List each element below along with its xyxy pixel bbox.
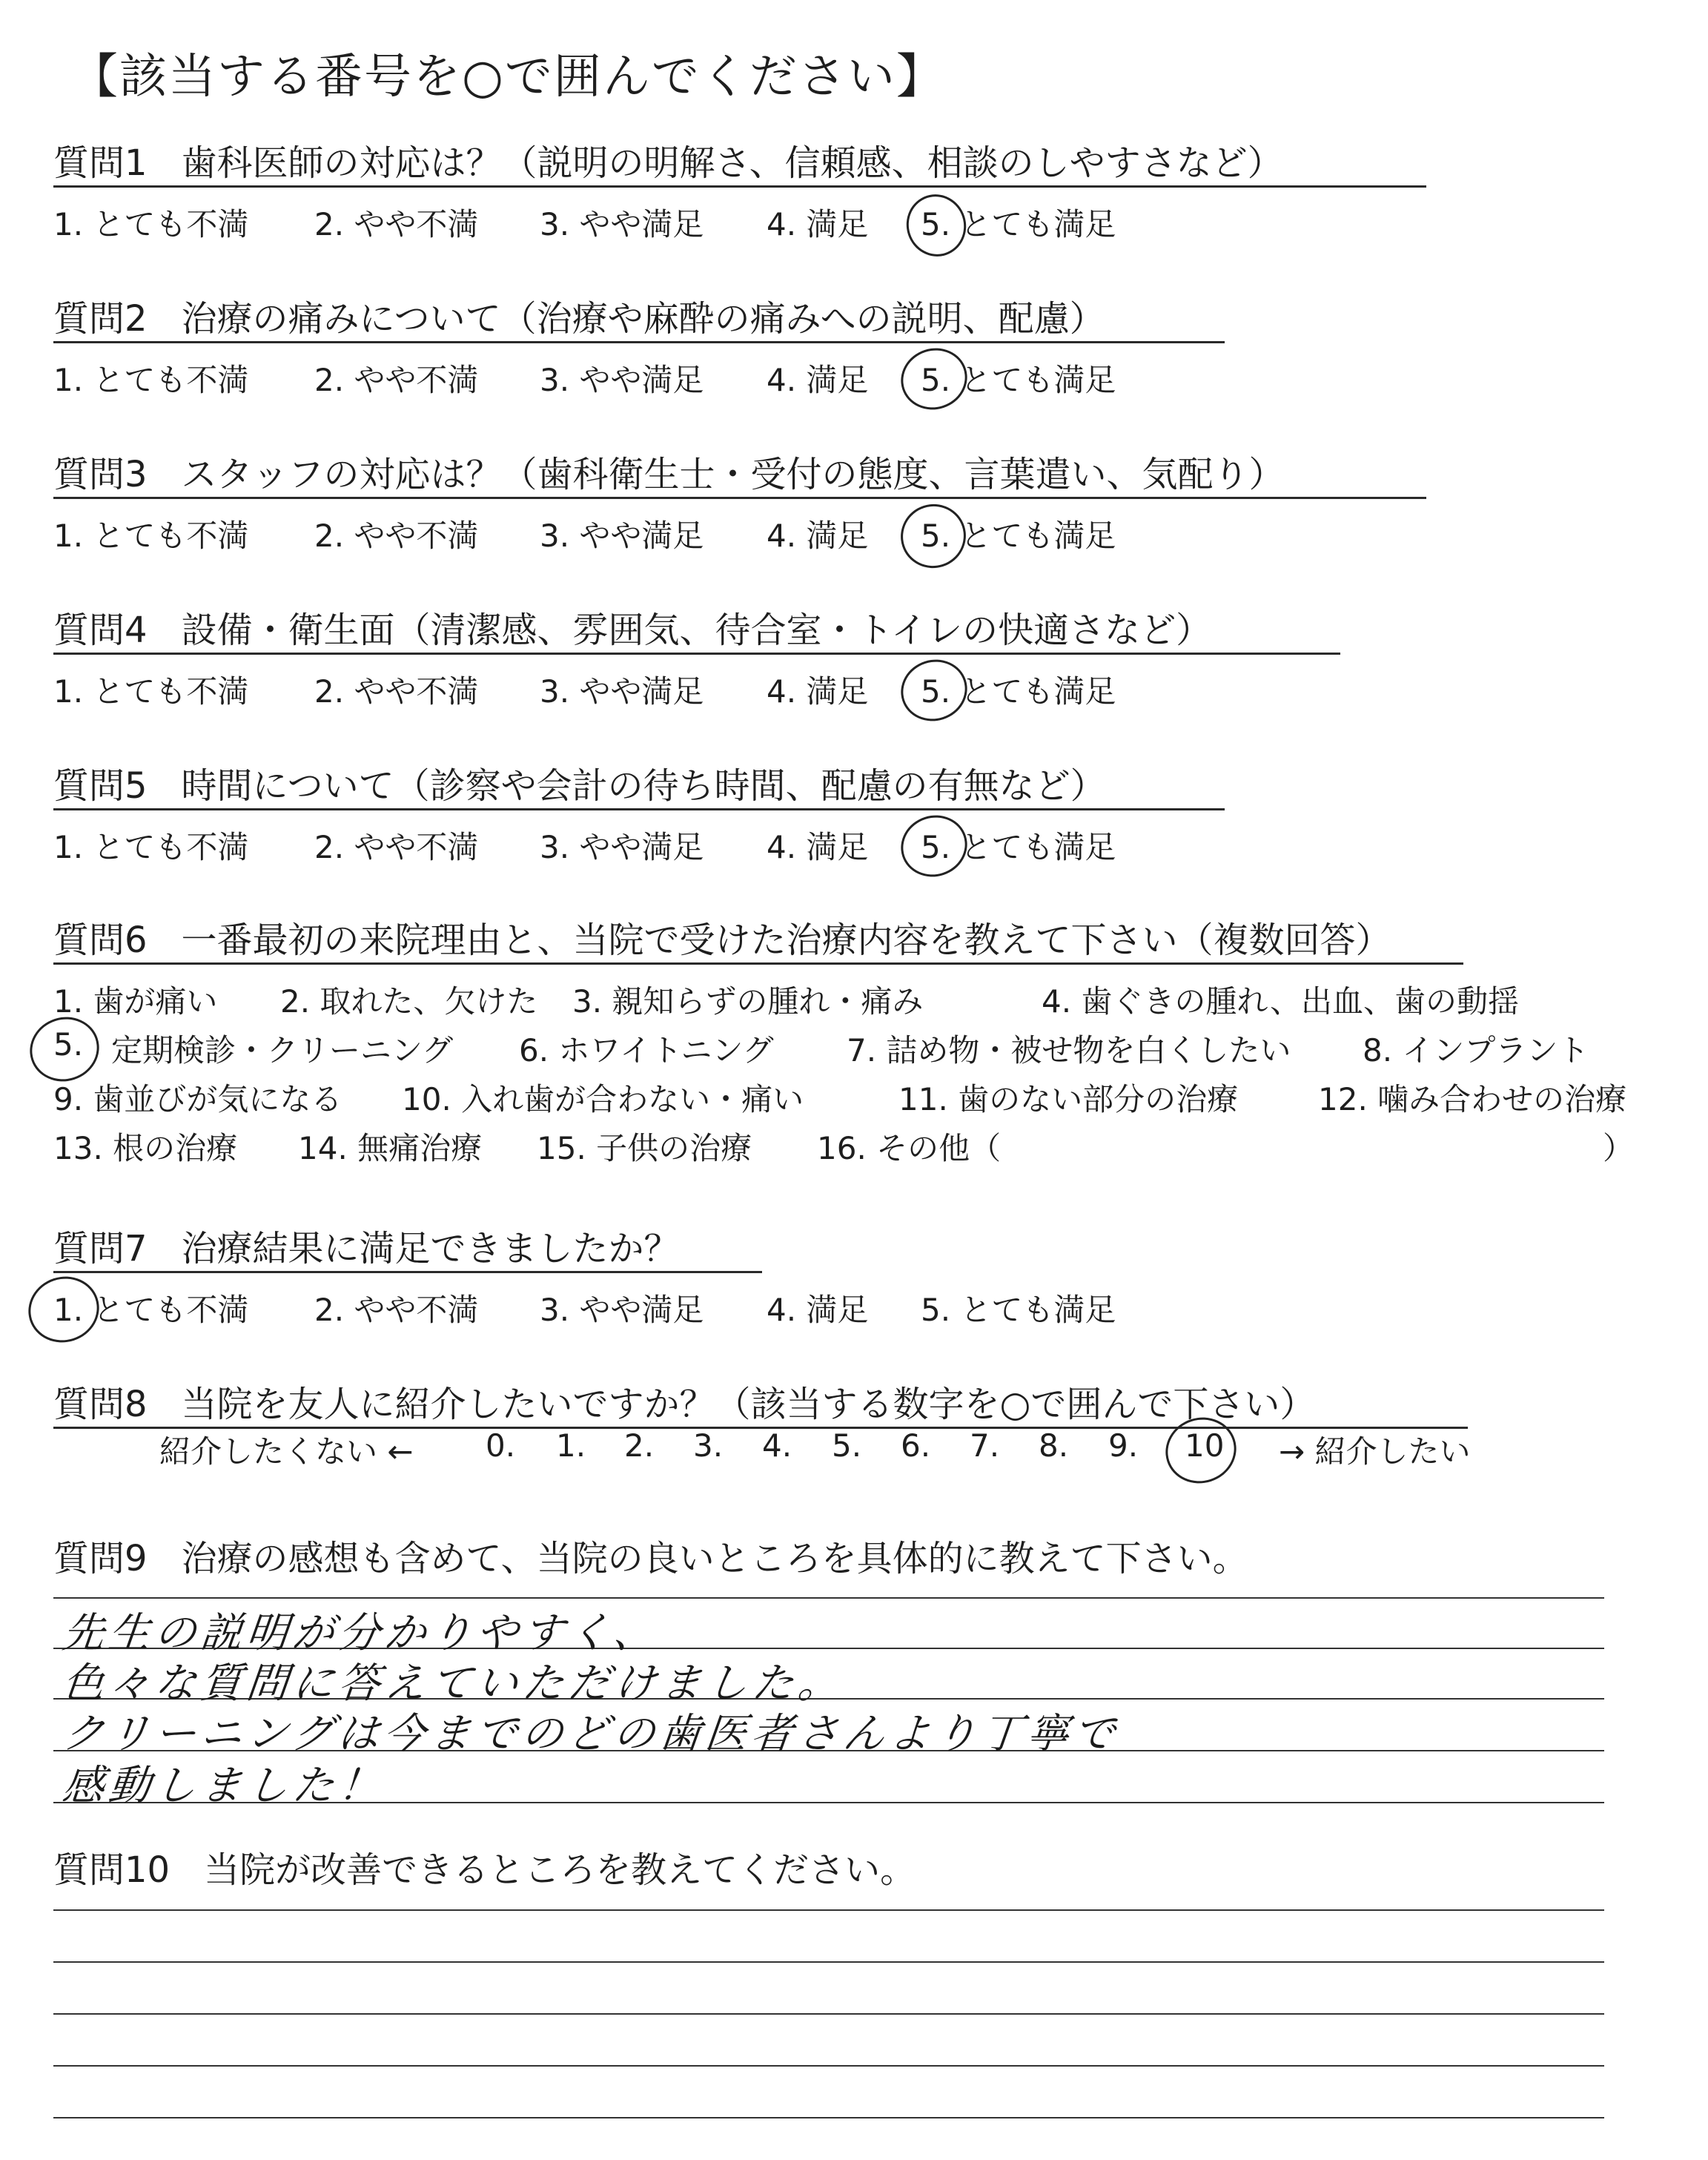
option-3[interactable]: 3. やや満足 — [540, 362, 704, 398]
option-3[interactable]: 3. やや満足 — [540, 206, 704, 242]
option-9[interactable]: 9. 歯並びが気になる — [53, 1081, 342, 1117]
option-5[interactable]: 5. とても満足 — [921, 206, 1116, 242]
question-1-heading — [53, 141, 1283, 185]
question-number: 質問1 — [53, 142, 148, 184]
question-text: スタッフの対応は？（歯科衛生士・受付の態度、言葉遣い、気配り） — [181, 454, 1285, 495]
question-number: 質問3 — [53, 454, 148, 495]
question-10-heading — [53, 1848, 916, 1892]
option-2[interactable]: 2. 取れた、欠けた — [280, 983, 538, 1020]
question-7-heading — [53, 1226, 680, 1271]
scale-number-8[interactable]: 8. — [1039, 1427, 1069, 1464]
scale-number-1[interactable]: 1. — [556, 1427, 586, 1464]
option-2[interactable]: 2. やや不満 — [314, 518, 479, 554]
question-text: 一番最初の来院理由と、当院で受けた治療内容を教えて下さい（複数回答） — [181, 919, 1391, 961]
option-3[interactable]: 3. やや満足 — [540, 829, 704, 865]
option-1[interactable]: 1. 歯が痛い — [53, 983, 218, 1020]
question-underline — [53, 808, 1225, 810]
scale-number-4[interactable]: 4. — [762, 1427, 792, 1464]
option-4[interactable]: 4. 満足 — [767, 362, 869, 398]
scale-left-label: 紹介したくない ← — [159, 1433, 414, 1470]
answer-line — [53, 1909, 1604, 1911]
option-2[interactable]: 2. やや不満 — [314, 1292, 479, 1328]
option-1[interactable]: 1. とても不満 — [53, 829, 249, 865]
option-5[interactable]: 5. とても満足 — [921, 362, 1116, 398]
option-5[interactable]: 5. とても満足 — [921, 1292, 1116, 1328]
option-16-close: ） — [1603, 1130, 1635, 1166]
option-4[interactable]: 4. 満足 — [767, 673, 869, 710]
question-number: 質問9 — [53, 1538, 148, 1579]
question-5-heading — [53, 764, 1106, 808]
option-1[interactable]: 1. とても不満 — [53, 362, 249, 398]
answer-line — [53, 2065, 1604, 2067]
scale-number-0[interactable]: 0. — [486, 1427, 516, 1464]
option-16[interactable]: 16. その他（ — [817, 1130, 1002, 1166]
handwritten-answer-line: 感動しました！ — [60, 1762, 387, 1810]
option-1[interactable]: 1. とても不満 — [53, 1292, 249, 1328]
handwritten-answer-line: 色々な質問に答えていただけました。 — [60, 1659, 847, 1708]
option-5-label[interactable]: 定期検診・クリーニング — [111, 1032, 454, 1069]
scale-number-9[interactable]: 9. — [1108, 1427, 1139, 1464]
page-title: 【該当する番号を○で囲んでください】 — [70, 50, 945, 105]
option-2[interactable]: 2. やや不満 — [314, 362, 479, 398]
answer-line — [53, 1597, 1604, 1599]
option-4[interactable]: 4. 満足 — [767, 206, 869, 242]
scale-number-7[interactable]: 7. — [970, 1427, 1000, 1464]
question-8-heading — [53, 1382, 1315, 1427]
option-5[interactable]: 5. とても満足 — [921, 518, 1116, 554]
option-11[interactable]: 11. 歯のない部分の治療 — [898, 1081, 1239, 1117]
option-3[interactable]: 3. やや満足 — [540, 1292, 704, 1328]
question-text: 治療結果に満足できましたか？ — [181, 1228, 680, 1269]
question-underline — [53, 497, 1426, 499]
option-14[interactable]: 14. 無痛治療 — [298, 1130, 483, 1166]
option-1[interactable]: 1. とても不満 — [53, 518, 249, 554]
question-underline — [53, 341, 1225, 343]
question-number: 質問7 — [53, 1228, 148, 1269]
option-2[interactable]: 2. やや不満 — [314, 673, 479, 710]
scale-number-3[interactable]: 3. — [693, 1427, 724, 1464]
question-number: 質問4 — [53, 610, 148, 651]
option-5[interactable]: 5. — [53, 1026, 84, 1063]
question-6-heading — [53, 918, 1391, 962]
option-4[interactable]: 4. 満足 — [767, 518, 869, 554]
question-number: 質問8 — [53, 1384, 148, 1425]
question-text: 設備・衛生面（清潔感、雰囲気、待合室・トイレの快適さなど） — [181, 610, 1212, 651]
question-text: 当院が改善できるところを教えてください。 — [204, 1849, 916, 1891]
answer-line — [53, 1961, 1604, 1963]
option-3[interactable]: 3. やや満足 — [540, 518, 704, 554]
option-10[interactable]: 10. 入れ歯が合わない・痛い — [402, 1081, 804, 1117]
option-5[interactable]: 5. とても満足 — [921, 673, 1116, 710]
question-text: 治療の痛みについて（治療や麻酔の痛みへの説明、配慮） — [181, 298, 1105, 340]
scale-number-6[interactable]: 6. — [901, 1427, 931, 1464]
option-2[interactable]: 2. やや不満 — [314, 206, 479, 242]
question-text: 治療の感想も含めて、当院の良いところを具体的に教えて下さい。 — [181, 1538, 1248, 1579]
option-2[interactable]: 2. やや不満 — [314, 829, 479, 865]
answer-line — [53, 2013, 1604, 2015]
option-3[interactable]: 3. やや満足 — [540, 673, 704, 710]
option-4[interactable]: 4. 満足 — [767, 1292, 869, 1328]
scale-number-2[interactable]: 2. — [624, 1427, 655, 1464]
question-text: 当院を友人に紹介したいですか？（該当する数字を○で囲んで下さい） — [181, 1384, 1316, 1425]
handwritten-answer-line: 先生の説明が分かりやすく、 — [60, 1609, 662, 1657]
option-15[interactable]: 15. 子供の治療 — [537, 1130, 752, 1166]
option-1[interactable]: 1. とても不満 — [53, 673, 249, 710]
option-4[interactable]: 4. 歯ぐきの腫れ、出血、歯の動揺 — [1042, 983, 1519, 1020]
scale-number-10[interactable]: 10 — [1185, 1427, 1225, 1464]
scale-right-label: → 紹介したい — [1279, 1433, 1471, 1470]
question-number: 質問10 — [53, 1849, 171, 1891]
question-number: 質問6 — [53, 919, 148, 961]
option-4[interactable]: 4. 満足 — [767, 829, 869, 865]
question-2-heading — [53, 297, 1105, 341]
option-12[interactable]: 12. 噛み合わせの治療 — [1318, 1081, 1627, 1117]
question-number: 質問5 — [53, 765, 148, 807]
question-number: 質問2 — [53, 298, 148, 340]
option-1[interactable]: 1. とても不満 — [53, 206, 249, 242]
question-text: 歯科医師の対応は？（説明の明解さ、信頼感、相談のしやすさなど） — [181, 142, 1283, 184]
scale-number-5[interactable]: 5. — [832, 1427, 862, 1464]
option-5[interactable]: 5. とても満足 — [921, 829, 1116, 865]
handwritten-answer-line: クリーニングは今までのどの歯医者さんより丁寧で — [60, 1710, 1122, 1758]
option-13[interactable]: 13. 根の治療 — [53, 1130, 238, 1166]
question-underline — [53, 962, 1463, 965]
question-underline — [53, 185, 1426, 188]
question-9-heading — [53, 1536, 1248, 1581]
answer-line — [53, 2117, 1604, 2118]
question-3-heading — [53, 452, 1285, 497]
option-8[interactable]: 8. インプラント — [1363, 1032, 1589, 1069]
question-underline — [53, 653, 1340, 655]
question-text: 時間について（診察や会計の待ち時間、配慮の有無など） — [181, 765, 1106, 807]
option-6[interactable]: 6. ホワイトニング — [519, 1032, 774, 1069]
option-3[interactable]: 3. 親知らずの腫れ・痛み — [572, 983, 924, 1020]
question-4-heading — [53, 608, 1211, 653]
question-underline — [53, 1271, 762, 1273]
option-7[interactable]: 7. 詰め物・被せ物を白くしたい — [847, 1032, 1291, 1069]
